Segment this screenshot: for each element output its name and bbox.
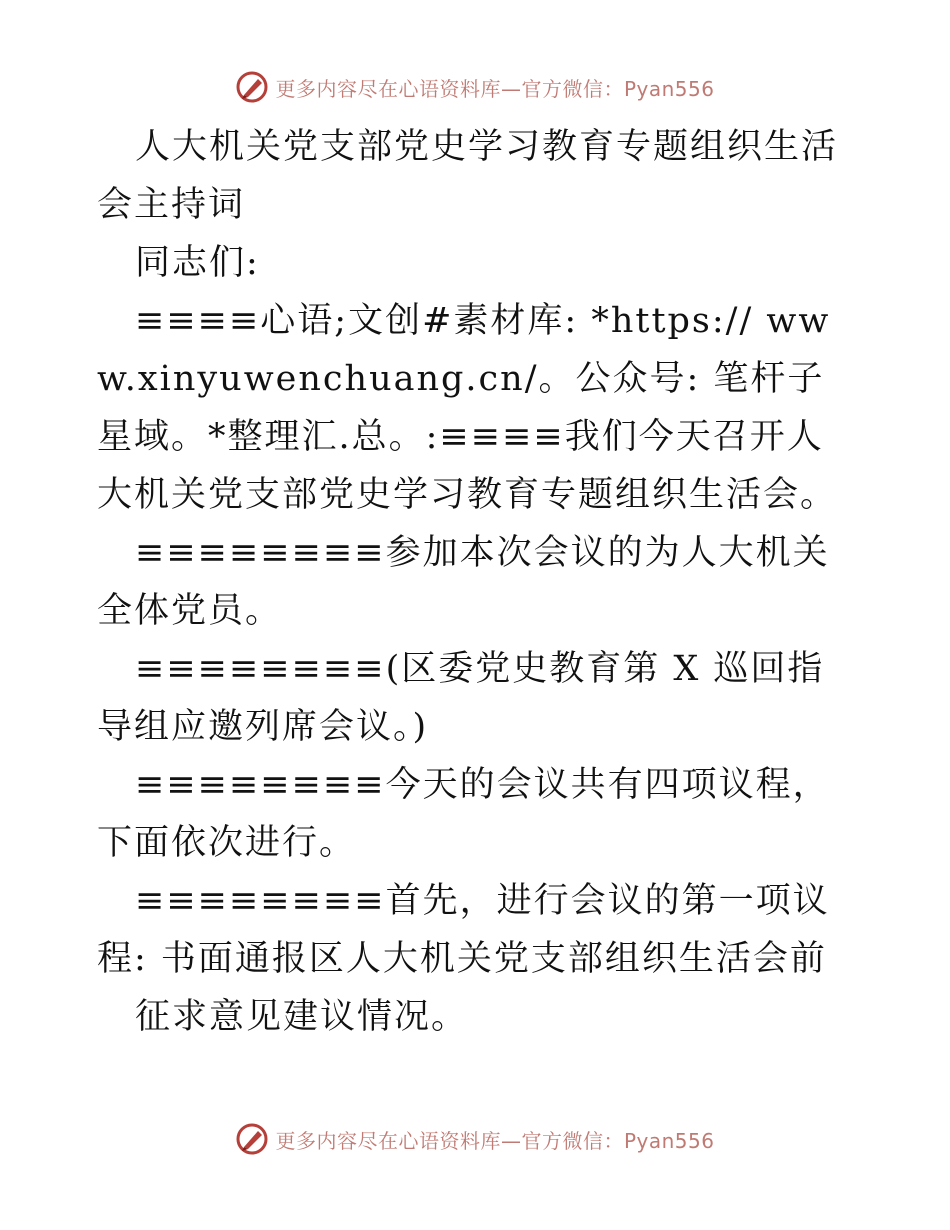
- paragraph-agenda: ≡≡≡≡≡≡≡≡今天的会议共有四项议程，下面依次进行。: [97, 765, 830, 863]
- document-title: 人大机关党支部党史学习教育专题组织生活会主持词: [97, 127, 839, 225]
- paragraph-opening: ≡≡≡≡心语;文创#素材库: *https:// www.xinyuwenchuang.cn/。公众号: 笔杆子星域。*整理汇.总。:≡≡≡≡我们今天召开人大机关党支部党史学习教育专题组织生活会。: [97, 301, 838, 515]
- paragraph-first-item-continued: 征求意见建议情况。: [135, 997, 469, 1037]
- footer-watermark-text: 更多内容尽在心语资料库—官方微信：Pyan556: [275, 1128, 715, 1153]
- page-header-watermark: [0, 70, 950, 104]
- document-body: [97, 118, 857, 1046]
- paragraph-observers: ≡≡≡≡≡≡≡≡(区委党史教育第 X 巡回指导组应邀列席会议。): [97, 649, 825, 747]
- page-footer-watermark: [0, 1122, 950, 1156]
- paragraph-attendees: ≡≡≡≡≡≡≡≡参加本次会议的为人大机关全体党员。: [97, 533, 830, 631]
- pen-logo-icon: [235, 1122, 269, 1156]
- header-watermark-text: 更多内容尽在心语资料库—官方微信：Pyan556: [275, 76, 715, 101]
- paragraph-first-item: ≡≡≡≡≡≡≡≡首先，进行会议的第一项议程: 书面通报区人大机关党支部组织生活会前: [97, 881, 830, 979]
- pen-logo-icon: [235, 70, 269, 104]
- paragraph-greeting: 同志们:: [135, 243, 260, 283]
